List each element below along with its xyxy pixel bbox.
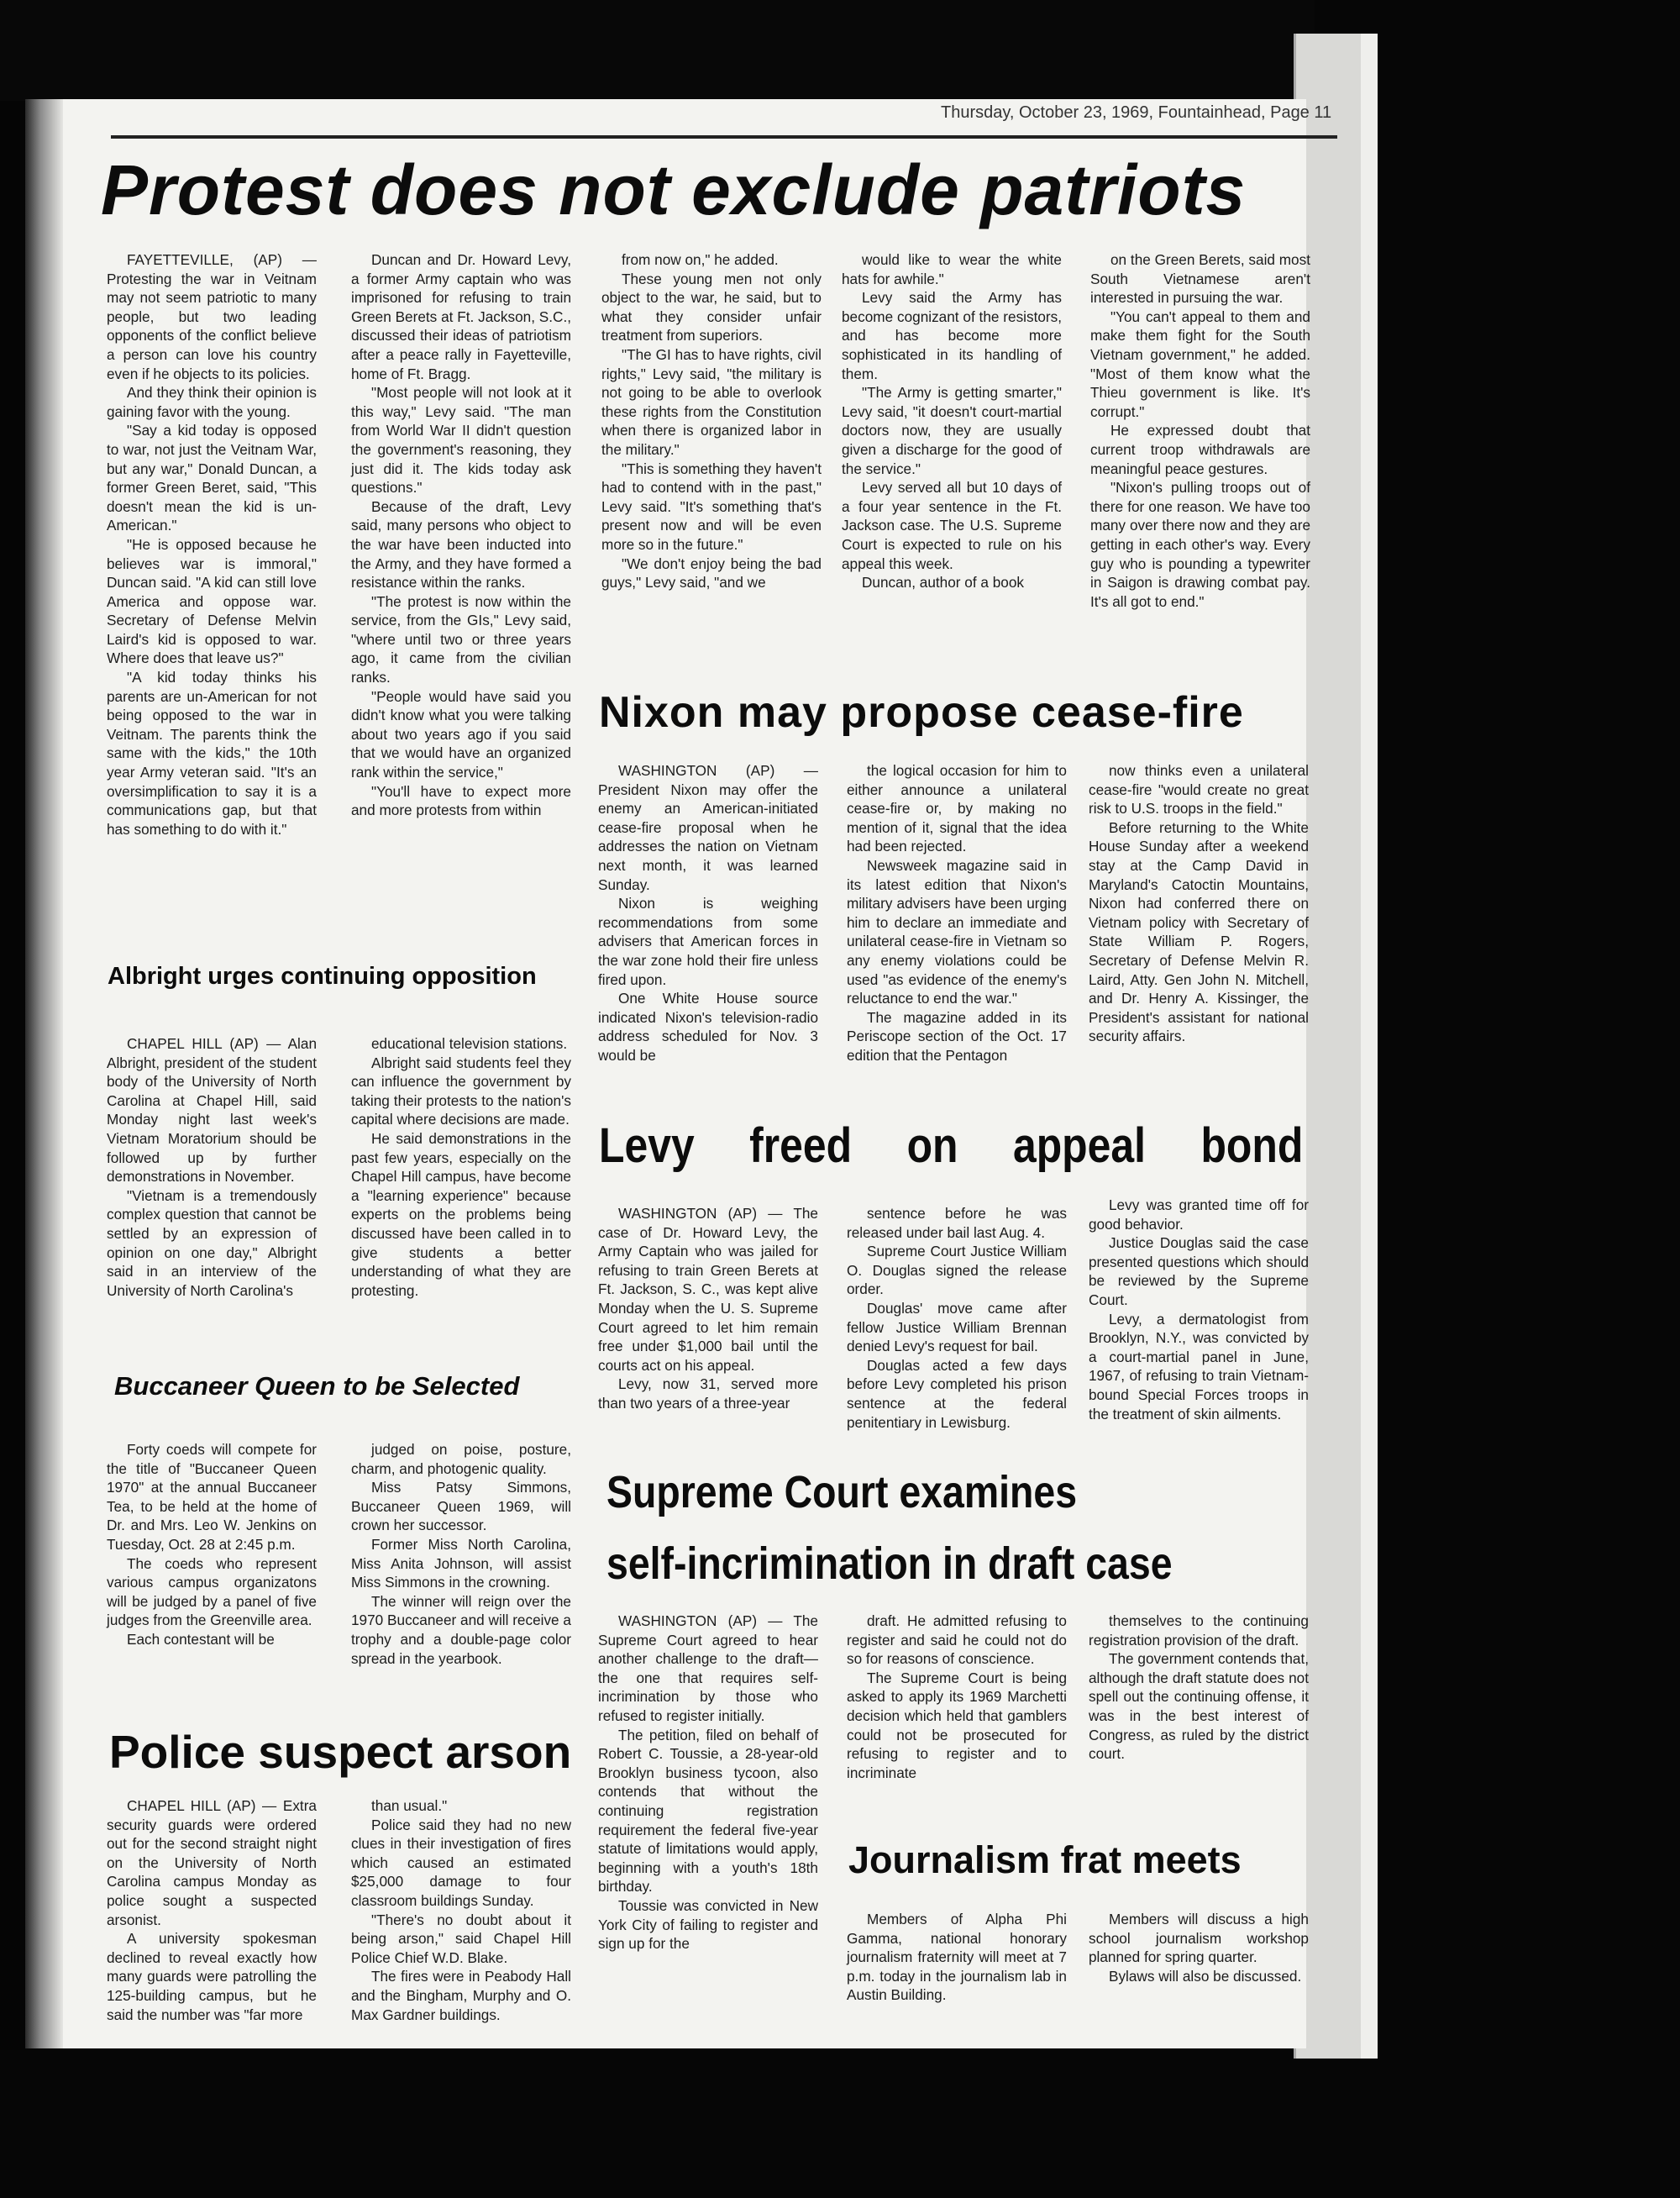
paragraph: than usual." — [371, 1797, 448, 1814]
paragraph: "The GI has to have rights, civil rights," Levy said, "the military is not going to be able to overlook these rights from the Constitution when there is organized labor in the military." — [601, 345, 822, 458]
headline-albright: Albright urges continuing opposition — [108, 963, 537, 990]
paragraph: draft. He admitted refusing to register and said he could not do so for reasons of conscience. — [847, 1612, 1067, 1668]
paragraph: Duncan, author of a book — [862, 574, 1025, 592]
albright-column-2 — [351, 1034, 571, 1300]
paragraph: "A kid today thinks his parents are un-American for not being opposed to the war in Veitnam. The parents think the same with the kids," the 10th year Army veteran said. "It's an oversimplification to say it is a communications gap, but that has something to do with it." — [107, 669, 317, 838]
paragraph: CHAPEL HILL (AP) — Alan Albright, president of the student body of the University of North Carolina at Chapel Hill, said Monday night last week's Vietnam Moratorium should be followed up by further demonstrations in November. — [107, 1035, 317, 1186]
paragraph: themselves to the continuing registration provision of the draft. — [1089, 1612, 1309, 1648]
paragraph: Each contestant will be — [127, 1630, 275, 1648]
police-column-2 — [351, 1796, 571, 2024]
protest-column-1 — [107, 250, 317, 839]
paragraph: Justice Douglas said the case presented questions which should be reviewed by the Supreme Court. — [1089, 1234, 1309, 1308]
paragraph: sentence before he was released under bail last Aug. 4. — [847, 1205, 1067, 1241]
paragraph: educational television stations. — [371, 1035, 568, 1052]
journalism-column-2 — [1089, 1910, 1309, 1985]
paragraph: The fires were in Peabody Hall and the Bingham, Murphy and O. Max Gardner buildings. — [351, 1968, 571, 2023]
paragraph: Police said they had no new clues in their investigation of fires which caused an estimated $25,000 damage to four classroom buildings Sunday. — [351, 1816, 571, 1909]
paragraph: "He is opposed because he believes war is immoral," Duncan said. "A kid can still love America and oppose war. Secretary of Defense Melvin Laird's kid is opposed to war. Where does that leave us?" — [107, 535, 317, 667]
headline-protest: Protest does not exclude patriots — [101, 150, 1247, 229]
scan-border-bottom — [0, 2050, 1680, 2198]
paragraph: "Say a kid today is opposed to war, not just the Veitnam War, but any war," Donald Duncan, a former Green Beret, said, "This doesn't mean the kid is un-American." — [107, 422, 317, 534]
paragraph: "There's no doubt about it being arson," said Chapel Hill Police Chief W.D. Blake. — [351, 1911, 571, 1966]
paragraph: Toussie was convicted in New York City of failing to register and sign up for the — [598, 1896, 818, 1953]
paragraph: The coeds who represent various campus organizatons will be judged by a panel of five judges from the Greenville area. — [107, 1554, 317, 1629]
paragraph: Members will discuss a high school journalism workshop planned for spring quarter. — [1089, 1911, 1309, 1966]
headline-supreme-line1: Supreme Court examines — [606, 1467, 1078, 1517]
paragraph: Before returning to the White House Sunday after a weekend stay at the Camp David in Maryland's Catoctin Mountains, Nixon had conferred there on Vietnam policy with Secretary of State William P. Rogers, Secretary of Defense Melvin R. Laird, Atty. Gen John N. Mitchell, and Dr. Henry A. Kissinger, the President's assistant for national security affairs. — [1089, 818, 1309, 1045]
paragraph: A university spokesman declined to reveal exactly how many guards were patrolling the 125-building campus, but he said the number was "far more — [107, 1930, 317, 2023]
paragraph: "We don't enjoy being the bad guys," Levy said, "and we — [601, 555, 822, 592]
paragraph: Albright said students feel they can influence the government by taking their protests to the nation's capital where decisions are made. — [351, 1054, 571, 1128]
headline-journalism: Journalism frat meets — [848, 1838, 1242, 1881]
nixon-column-1 — [598, 761, 818, 1065]
paragraph: WASHINGTON (AP) — The case of Dr. Howard Levy, the Army Captain who was jailed for refusing to train Green Berets at Ft. Jackson, S. C., was kept alive Monday when the U. S. Supreme Court agreed to let him remain free under $1,000 bail until the courts act on his appeal. — [598, 1205, 818, 1374]
paragraph: The magazine added in its Periscope section of the Oct. 17 edition that the Pentagon — [847, 1008, 1067, 1064]
paragraph: Douglas' move came after fellow Justice William Brennan denied Levy's request for bail. — [847, 1299, 1067, 1355]
headline-police: Police suspect arson — [109, 1726, 572, 1778]
nixon-column-3 — [1089, 761, 1309, 1046]
protest-column-3 — [601, 250, 822, 592]
header-rule — [111, 135, 1337, 139]
paper-stack-edge-light — [1361, 34, 1378, 2059]
buccaneer-column-2 — [351, 1440, 571, 1668]
paragraph: "This is something they haven't had to contend with in the past," Levy said. "It's something that's present now and will be even more so in the future." — [601, 460, 822, 553]
newspaper-page — [25, 99, 1332, 2048]
paragraph: Levy, now 31, served more than two years of a three-year — [598, 1375, 818, 1412]
paragraph: Levy said the Army has become cognizant of the resistors, and has become more sophisticated in its handling of them. — [842, 289, 1062, 382]
albright-column-1 — [107, 1034, 317, 1300]
paragraph: the logical occasion for him to either announce a unilateral cease-fire or, by making no mention of it, signal that the idea had been rejected. — [847, 762, 1067, 855]
paragraph: from now on," he added. — [622, 251, 779, 268]
supreme-column-3 — [1089, 1612, 1309, 1764]
paragraph: Miss Patsy Simmons, Buccaneer Queen 1969, will crown her successor. — [351, 1479, 571, 1534]
paragraph: Levy served all but 10 days of a four year sentence in the Ft. Jackson case. The U.S. Supreme Court is expected to rule on his appeal this week. — [842, 479, 1062, 572]
paragraph: "People would have said you didn't know what you were talking about two years ago if you said that we would have an organized rank within the service," — [351, 687, 571, 781]
paragraph: Levy, a dermatologist from Brooklyn, N.Y., was convicted by a court-martial panel in June, 1967, of refusing to train Vietnam-bound Special Forces troops in the treatment of skin ailments. — [1089, 1310, 1309, 1422]
paragraph: "The protest is now within the service, from the GIs," Levy said, "where until two or three years ago, it came from the civilian ranks. — [351, 592, 571, 686]
paragraph: on the Green Berets, said most South Vietnamese aren't interested in pursuing the war. — [1090, 251, 1310, 307]
paragraph: "You'll have to expect more and more protests from within — [351, 782, 571, 819]
police-column-1 — [107, 1796, 317, 2024]
paragraph: would like to wear the white hats for awhile." — [842, 251, 1062, 287]
protest-column-4 — [842, 250, 1062, 592]
levy-column-2 — [847, 1204, 1067, 1432]
paragraph: "You can't appeal to them and make them fight for the South Vietnam government," he added. "Most of them know what the Thieu government is like. It's corrupt." — [1090, 308, 1310, 420]
paragraph: Levy was granted time off for good behavior. — [1089, 1196, 1309, 1233]
paragraph: "The Army is getting smarter," Levy said, "it doesn't court-martial doctors now, they are usually given a discharge for the good of the service." — [842, 384, 1062, 477]
paragraph: The government contends that, although the draft statute does not spell out the continuing offense, it was in the best interest of Congress, as ruled by the district court. — [1089, 1650, 1309, 1763]
paragraph: The winner will reign over the 1970 Buccaneer and will receive a trophy and a double-page color spread in the yearbook. — [351, 1592, 571, 1667]
binding-edge — [25, 99, 63, 2048]
paragraph: WASHINGTON (AP) — President Nixon may offer the enemy an American-initiated cease-fire proposal when he addresses the nation on Vietnam next month, it was learned Sunday. — [598, 762, 818, 893]
headline-buccaneer: Buccaneer Queen to be Selected — [114, 1371, 520, 1401]
paragraph: Because of the draft, Levy said, many persons who object to the war have been inducted into the Army, and they have formed a resistance within the ranks. — [351, 497, 571, 592]
paragraph: The petition, filed on behalf of Robert C. Toussie, a 28-year-old Brooklyn business tycoon, also contends that without the continuing registration requirement the federal five-year statute of limitations would apply, beginning with a youth's 18th birthday. — [598, 1726, 818, 1896]
levy-column-3 — [1089, 1196, 1309, 1423]
protest-column-5 — [1090, 250, 1310, 611]
paragraph: "Vietnam is a tremendously complex question that cannot be settled by an expression of opinion on one day," Albright said in an interview of the University of North Carolina's — [107, 1186, 317, 1299]
levy-column-1 — [598, 1204, 818, 1413]
paragraph: These young men not only object to the war, he said, but to what they consider unfair treatment from superiors. — [601, 270, 822, 344]
journalism-column-1 — [847, 1910, 1067, 2005]
nixon-column-2 — [847, 761, 1067, 1065]
paragraph: "Nixon's pulling troops out of there for one reason. We have too many over there now and they are getting in each other's way. Every guy who is pounding a typewriter in Saigon is drawing combat pay. It's all got to end." — [1090, 479, 1310, 610]
headline-nixon: Nixon may propose cease-fire — [599, 688, 1244, 737]
paragraph: The Supreme Court is being asked to apply its 1969 Marchetti decision which held that gamblers could not be prosecuted for refusing to register and to incriminate — [847, 1669, 1067, 1781]
paragraph: Members of Alpha Phi Gamma, national honorary journalism fraternity will meet at 7 p.m. today in the journalism lab in Austin Building. — [847, 1911, 1067, 2004]
page-header: Thursday, October 23, 1969, Fountainhead, Page 11 — [941, 103, 1332, 122]
headline-levy: Levy freed on appeal bond — [599, 1118, 1304, 1173]
paragraph: FAYETTEVILLE, (AP) — Protesting the war in Veitnam may not seem patriotic to many people, but two leading opponents of the conflict believe a person can love his country even if he objects to its policies. — [107, 251, 317, 382]
supreme-column-1 — [598, 1612, 818, 1953]
paragraph: WASHINGTON (AP) — The Supreme Court agreed to hear another challenge to the draft—the one that requires self-incrimination by those who refused to register initially. — [598, 1612, 818, 1724]
paragraph: Nixon is weighing recommendations from some advisers that American forces in the war zone hold their fire unless fired upon. — [598, 895, 818, 988]
paragraph: "Most people will not look at it this way," Levy said. "The man from World War II didn't question the government's reasoning, they just did it. The kids today ask questions." — [351, 384, 571, 497]
buccaneer-column-1 — [107, 1440, 317, 1649]
paragraph: Former Miss North Carolina, Miss Anita Johnson, will assist Miss Simmons in the crowning. — [351, 1535, 571, 1591]
paragraph: One White House source indicated Nixon's television-radio address scheduled for Nov. 3 would be — [598, 990, 818, 1064]
paragraph: He expressed doubt that current troop withdrawals are meaningful peace gestures. — [1090, 422, 1310, 477]
paragraph: judged on poise, posture, charm, and photogenic quality. — [351, 1441, 571, 1477]
paragraph: CHAPEL HILL (AP) — Extra security guards were ordered out for the second straight night on the University of North Carolina campus Monday as police sought a suspected arsonist. — [107, 1797, 317, 1928]
headline-supreme-line2: self-incrimination in draft case — [606, 1538, 1173, 1589]
paragraph: now thinks even a unilateral cease-fire "would create no great risk to U.S. troops in the field." — [1089, 762, 1309, 818]
paragraph: Duncan and Dr. Howard Levy, a former Army captain who was imprisoned for refusing to train Green Berets at Ft. Jackson, S.C., discussed their ideas of patriotism after a peace rally in Fayetteville, home of Ft. Bragg. — [351, 251, 571, 382]
paragraph: He said demonstrations in the past few years, especially on the Chapel Hill campus, have become a "learning experience" because experts on the problems being discussed have been called in to give students a better understanding of what they are protesting. — [351, 1129, 571, 1299]
paragraph: Douglas acted a few days before Levy completed his prison sentence at the federal penitentiary in Lewisburg. — [847, 1356, 1067, 1431]
paragraph: Bylaws will also be discussed. — [1109, 1967, 1302, 1985]
supreme-column-2 — [847, 1612, 1067, 1782]
protest-column-2 — [351, 250, 571, 820]
paragraph: Supreme Court Justice William O. Douglas signed the release order. — [847, 1243, 1067, 1298]
paragraph: And they think their opinion is gaining favor with the young. — [107, 384, 317, 420]
paragraph: Newsweek magazine said in its latest edition that Nixon's military advisers have been urging him to declare an immediate and unilateral cease-fire in Vietnam so any enemy violations could be used "as evidence of the enemy's reluctance to end the war." — [847, 856, 1067, 1007]
paragraph: Forty coeds will compete for the title of "Buccaneer Queen 1970" at the annual Buccaneer Tea, to be held at the home of Dr. and Mrs. Leo W. Jenkins on Tuesday, Oct. 28 at 2:45 p.m. — [107, 1441, 317, 1553]
